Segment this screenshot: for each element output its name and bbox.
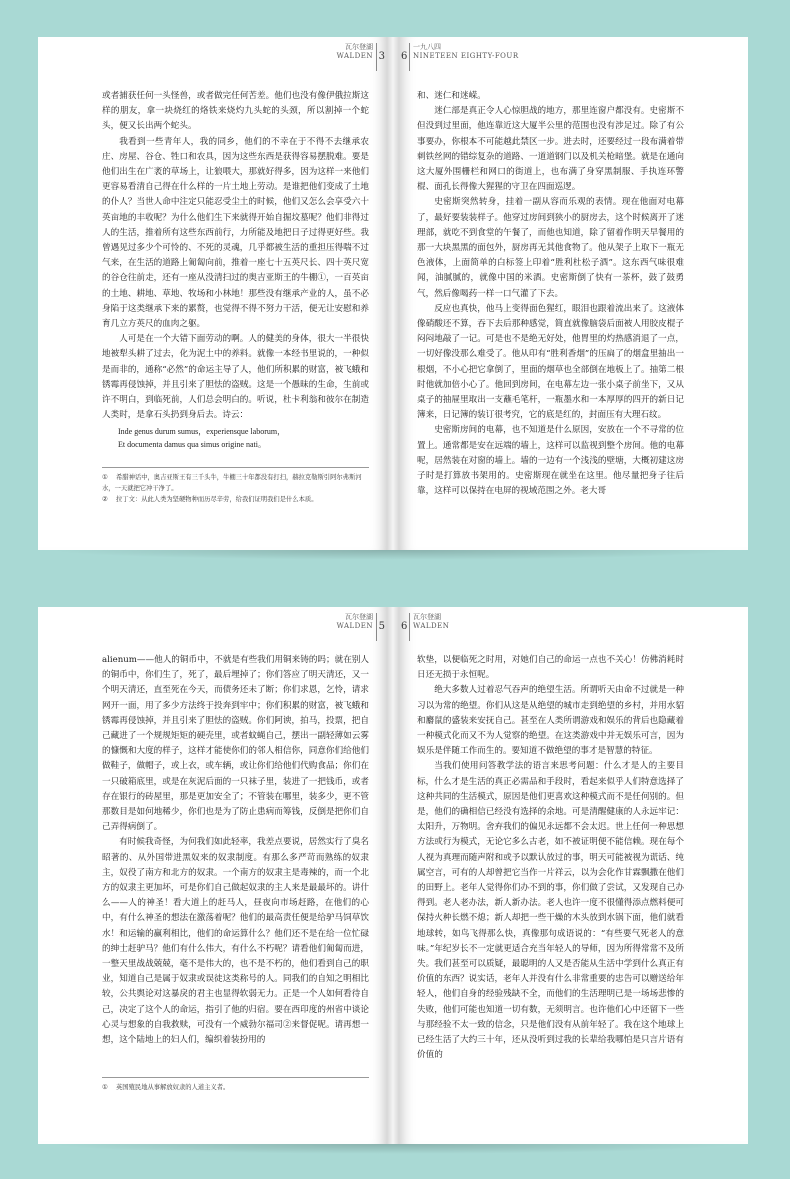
paragraph: 当我们使用问答教学法的语言来思考问题：什么才是人的主要目标，什么才是生活的真正必需品和手段时，看起来似乎人们特意选择了这种共同的生活模式，原因是他们更喜欢这种模式而不是任何别的。但是，他们的确相信已经没有选择的余地。可是清醒健康的人永远牢记：太阳升，万物明。舍弃我们的偏见永远都不会太迟。世上任何一种思想方法或行为模式，无论它多么古老，如不被证明便不能信赖。现在每个人视为真理而随声附和或予以默认放过的事，明天可能被视为谎话、纯属空言，可有的人却曾把它当作一片祥云，以为会化作甘霖飘撒在他们的田野上。老年人觉得你们办不到的事，你们做了尝试，又发现自己办得到。老人老办法，新人新办法。老人也许一度不很懂得添点燃料便可保持火种长燃不熄；新人却把一些干燥的木头放到水锅下面，他们就看地球转，如鸟飞得那么快，真像那句成语说的：“有些要气死老人的意味。”年纪岁长不一定就更适合充当年轻人的导师，因为所得常常不及所失。我们甚至可以质疑，最聪明的人又是否能从生活中学到什么真正有价值的东西？说实话，老年人并没有什么非常重要的忠告可以赠送给年轻人，他们自身的经验残缺不全，而他们的生活理明已是一场场悲惨的失败，他们可能也知道一切有数，无须明言。也许他们心中还留下一些与那经验不太一致的信念，只是他们没有从前年轻了。我在这个地球上已经生活了大约三十年，还从没听到过我的长辈给我哪怕是只言片语有价值的 (417, 761, 684, 1061)
page-body (417, 89, 684, 499)
page-number: 6 (401, 621, 408, 632)
header-title-en: WALDEN (336, 622, 373, 631)
right-page (399, 607, 748, 1144)
footnote-text: 希腊神话中，奥吉亚斯王有三千头牛，牛棚三十年都没有打扫，赫拉克勒斯引阿尔弗斯河水，一天就把它冲干净了。 (102, 474, 362, 492)
left-page (38, 607, 387, 1144)
header-rule (376, 613, 377, 641)
paragraph: 绝大多数人过着忍气吞声的绝望生活。所谓听天由命不过就是一种习以为常的绝望。你们从这是从绝望的城市走到绝望的乡村，并用水貂和麝鼠的盛装来安抚自己。甚至在人类所谓游戏和娱乐的背后也隐藏着一种模式化而又不为人觉察的绝望。在这类游戏中并无娱乐可言，因为娱乐是伴随工作而生的。要知道不做绝望的事才是智慧的特征。 (417, 685, 684, 757)
footnotes (102, 467, 369, 505)
footnote-text: 拉丁文：从此人类为坚硬物种而历尽辛劳，给我们证明我们是什么本质。 (116, 496, 318, 503)
header-title-en: NINETEEN EIGHTY-FOUR (413, 52, 519, 61)
header-title-cn: 瓦尔登湖 (413, 613, 441, 621)
running-header (336, 43, 385, 62)
book-gutter (387, 607, 399, 1144)
footnote (102, 472, 369, 494)
page-number: 6 (401, 51, 408, 62)
book-spread-2 (38, 607, 748, 1144)
paragraph: 反应也真快，他马上变得面色猩红，眼泪也跟着流出来了。这液体像硝酸还不算，吞下去后那种感觉，简直就像脑袋后面被人用胶皮棍子闷闷地敲了一记。可是也不是绝无好处，他胃里的灼热感消退了一点，一切好像没那么难受了。他从印有“胜利香烟”的压扁了的烟盒里抽出一根烟，不小心把它拿倒了，里面的烟草也全部倒在地板上了。抽第二根时他就加倍小心了。他回到房间，在电幕左边一张小桌子前坐下，又从桌子的抽屉里取出一支蘸毛笔杆，一瓶墨水和一本厚厚的四开的新日记簿来，日记簿的装订很考究，它的底是红的，封面压有大理石纹。 (417, 303, 684, 421)
header-rule (409, 613, 410, 641)
header-title-cn: 瓦尔登湖 (345, 43, 373, 51)
running-header (401, 43, 519, 62)
footnote-mark: ① (102, 1084, 108, 1091)
header-title-cn: 瓦尔登湖 (345, 613, 373, 621)
header-title-en: WALDEN (413, 622, 450, 631)
paragraph: 我看到一些青年人，我的同乡，他们的不幸在于不得不去继承农庄、房屋、谷仓、牲口和农具，因为这些东西是获得容易摆脱难。要是他们出生在广袤的草场上，让狼喂大，那就好得多，因为这样一来他们更容易看清自己得在什么样的一片土地上劳动。是谁把他们变成了土地的仆人？当世人命中注定只能忍受尘土的时候，他们又怎么会享受六十英亩地的丰收呢？为什么他们生下来就得开始自掘坟墓呢？他们非得过人的生活，推着所有这些东西前行，力所能及地把日子过得更好些。我曾遇见过多少个可怜的、不死的灵魂，几乎都被生活的重担压得喘不过气来，在生活的道路上匍匐向前，推着一座七十五英尺长、四十英尺宽的谷仓往前走，还有一座从没清扫过的奥吉亚斯王的牛棚①，一百英亩的土地、耕地、草地、牧场和小林地！那些没有继承产业的人，虽不必身陷于这类继承下来的累赘，也觉得不得不努力干活，便无让安慰和养育几立方英尺的血肉之躯。 (102, 136, 369, 330)
footnote (102, 494, 369, 505)
page-body (417, 653, 684, 1063)
footnotes (102, 1077, 369, 1093)
footnote-mark: ② (102, 496, 108, 503)
paragraph: 或者捕获任何一头怪兽，或者做完任何苦差。他们也没有像伊俄拉斯这样的朋友，拿一块烧红的烙铁来烧灼九头蛇的头颈，所以割掉一个蛇头，便又长出两个蛇头。 (102, 91, 369, 132)
paragraph: 软垫，以便临死之时用，对她们自己的命运一点也不关心！仿佛消耗时日还无损于永恒呢。 (417, 655, 684, 681)
paragraph: 史密斯房间的电幕，也不知道是什么原因，安放在一个不寻常的位置上。通常都是安在远端的墙上，这样可以监视到整个房间。他的电幕呢，居然装在对窗的墙上。墙的一边有一个浅浅的壁塘，大概初建这房子时是打算放书架用的。史密斯现在就坐在这里。他尽量把身子往后靠，这样可以保持在电屏的视域范围之外。老大哥 (417, 425, 684, 497)
running-header (401, 613, 450, 632)
footnote (102, 1082, 369, 1093)
page-number: 3 (378, 51, 385, 62)
paragraph: 迷仁部是真正令人心惊胆战的地方，那里连窗户都没有。史密斯不但没到过里面，他连靠近这大厦半公里的范围也没有涉足过。除了有公事要办，你根本不可能越此禁区一步。进去时，还要经过一段布满着带刺铁丝网的错综复杂的道路、一道道钢门以及机关枪暗堡。就是在通向这大厦外围栅栏和网口的街道上，也布满了身穿黑制服、手执连环警棍、面孔长得像大猩猩的守卫在四面巡逻。 (417, 106, 684, 193)
latin-verse (118, 425, 369, 451)
footnote-text: 英国殖民地从事解放奴隶的人道主义者。 (116, 1084, 230, 1091)
left-page (38, 37, 387, 550)
page-body (102, 653, 369, 1048)
page-body (102, 89, 369, 451)
book-gutter (387, 37, 399, 550)
paragraph: alienum——他人的铜币中，不就是有些我们用铜来铸的吗；就在别人的铜币中，你们生了，死了，最后埋掉了；你们答应了明天清还，又一个明天清还，直至死在今天，而债务还未了断；你们求恩，乞怜，请求网开一面，用了多少方法终于投奔到牢中；你们积累的财富，被飞蛾和锈霉再侵蚀掉，并且引来了胆怯的盗贼。你们阿谀，拍马，投票，把自己藏进了一个规规矩矩的硬壳里，或者蚊蝇自己，摆出一副轻薄如云雾的慷慨和大度的样子，这样才能使你们的邻人相信你，同意你们给他们做鞋子，做帽子，或上衣，或车辆，或让你们给他们代购食品；你们在一只破箱底里，或是在灰泥后面的一只袜子里，装进了一把钱币，或者存在银行的砖屋里，那是更加安全了；不管装在哪里，装多少，更不管那数目是如何地稀少，你们也是为了防止患病而筹钱，反倒是把你们自己弄得病倒了。 (102, 655, 369, 833)
header-rule (409, 43, 410, 71)
page-number: 5 (378, 621, 385, 632)
header-rule (376, 43, 377, 71)
verse-line: Et documenta damus qua simus origine nati。 (118, 440, 266, 450)
paragraph: 和、迷仁和迷嵘。 (417, 91, 486, 101)
book-spread-1 (38, 37, 748, 550)
paragraph: 有时候我奇怪，为何我们如此轻率，我差点要说，居然实行了臭名昭著的、从外国带进黑奴来的奴隶制度。有那么多严苛而熟练的奴隶主，奴役了南方和北方的奴隶。一个南方的奴隶主是毒辣的，而一个北方的奴隶主更加坏，可是你们自己做起奴隶的主人来是最最坏的。讲什么——人的神圣！看大道上的赶马人，昼夜向市场赶路，在他们的心中，有什么神圣的想法在激荡着呢？他们的最高责任便是给驴马饲草饮水！和运输的赢利相比，他们的命运算什么？他们还不是在给一位忙碌的绅士赶驴马？他们有什么伟大，有什么不朽呢？请看他们匍匐而进，一整天里战战兢兢，毫不是伟大的，也不是不朽的，他们看到自己的职业，知道自己是属于奴隶或误徒这类称号的人。同我们的自知之明相比较，公共舆论对这暴戾的君主也显得软弱无力。正是一个人如何看待自己，决定了这个人的命运，指引了他的归宿。要在西印度的州省中谈论心灵与想象的自我救赎，可没有一个威勃尔福司②来督促呢。请再想一想，这个陆地上的妇人们，编织着装扮用的 (102, 837, 369, 1046)
running-header (336, 613, 385, 632)
right-page (399, 37, 748, 550)
paragraph: 史密斯突然转身，挂着一副从容而乐观的表情。现在他面对电幕了，最好要装装样子。他穿过房间到狭小的厨房去，这个时候离开了迷理部，就吃不到食堂的午餐了，而他也知道，除了留着作明天早餐用的那一大块黑黑的面包外，厨房再无其他食物了。他从架子上取下一瓶无色液体，上面简单的白标签上印着“胜利杜松子酒”。这东西气味很难闻，油腻腻的，就像中国的米酒。史密斯倒了快有一茶杯，鼓了鼓勇气，然后像喝药一样一口气灌了下去。 (417, 197, 684, 299)
header-title-cn: 一九八四 (413, 43, 441, 51)
header-title-en: WALDEN (336, 52, 373, 61)
footnote-mark: ① (102, 474, 108, 481)
paragraph: 人可是在一个大错下面劳动的啊。人的健美的身体，很大一半很快地被犁头耕了过去，化为泥土中的养料。就像一本经书里说的，一种似是而非的，通称“必然”的命运主导了人，他们所积累的财富，被飞蛾和锈霉再侵蚀掉，并且引来了胆怯的盗贼。这是一个愚昧的生命，生前或许不明白，到临死前，人们总会明白的。听说，杜卡利翁和彼尔在制造人类时，是拿石头扔到身后去。诗云： (102, 334, 369, 421)
verse-line: Inde genus durum sumus，experiensque laborum， (118, 427, 286, 437)
